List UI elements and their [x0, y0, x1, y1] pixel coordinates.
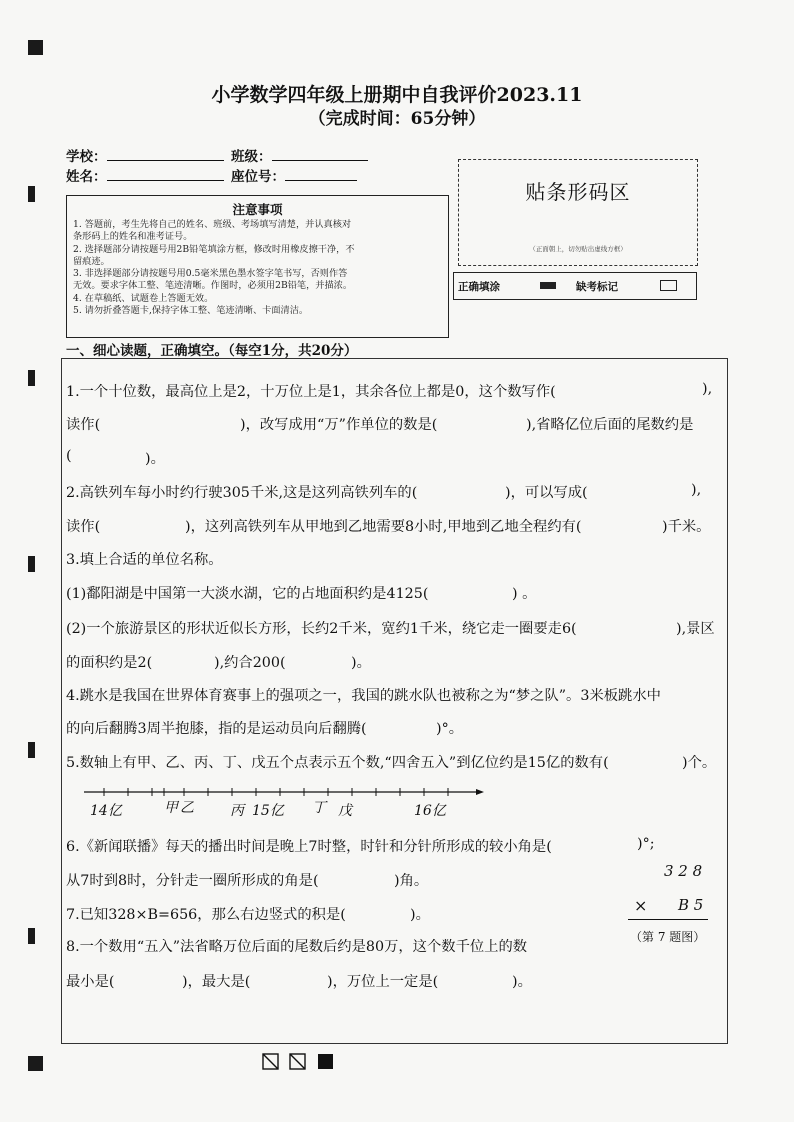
q6-line1-text: 6.《新闻联播》每天的播出时间是晚上7时整，时针和分针所形成的较小角是( — [66, 839, 552, 855]
q3-heading: 3.填上合适的单位名称。 — [66, 552, 223, 568]
q1-line3-close: )。 — [145, 451, 165, 467]
class-blank[interactable] — [272, 148, 368, 161]
q2-line1-text: 2.高铁列车每小时约行驶305千米,这是这列高铁列车的( — [66, 485, 418, 501]
timing-mark — [28, 928, 35, 944]
q3-2-line2-text: 的面积约是2( — [66, 655, 153, 671]
registration-mark — [28, 1056, 43, 1071]
filled-box-icon — [318, 1054, 333, 1069]
label-15yi: 15亿 — [252, 803, 284, 819]
label-14yi: 14亿 — [90, 803, 122, 819]
q3-2-line2-mid: ),约合200( — [214, 655, 286, 671]
name-blank[interactable] — [107, 168, 224, 181]
q5-text: 5.数轴上有甲、乙、丙、丁、戊五个点表示五个数,“四舍五入”到亿位约是15亿的数有( — [66, 755, 609, 771]
name-field — [66, 165, 224, 185]
notice-line: 留痕迹。 — [73, 255, 110, 267]
label-yi: 乙 — [180, 800, 194, 816]
notice-line: 条形码上的姓名和准考证号。 — [73, 231, 193, 243]
q2-line1-close: ), — [691, 482, 702, 498]
school-blank[interactable] — [107, 148, 224, 161]
slash-box-icon — [263, 1054, 278, 1069]
q2-line2-end: )千米。 — [662, 519, 711, 535]
q8-line1: 8.一个数用“五入”法省略万位后面的尾数后约是80万，这个数千位上的数 — [66, 939, 528, 955]
notice-line: 4. 在草稿纸、试题卷上答题无效。 — [73, 292, 214, 304]
label-wu: 戊 — [338, 803, 352, 819]
q3-2-line2-end: )。 — [351, 655, 371, 671]
seat-blank[interactable] — [285, 168, 357, 181]
q1-line1-close: ), — [702, 381, 713, 397]
timing-mark — [28, 742, 35, 758]
q3-1-close: ) 。 — [512, 586, 537, 602]
q1-line1-text: 1.一个十位数，最高位上是2，十万位上是1，其余各位上都是0，这个数写作( — [66, 384, 556, 400]
vertical-calc-rule — [628, 919, 708, 920]
fill-legend — [453, 272, 697, 300]
notice-body — [67, 218, 448, 317]
notice-box — [66, 195, 449, 338]
q7-text: 7.已知328×B=656，那么右边竖式的积是( — [66, 907, 346, 923]
q6-line1-end: )°; — [637, 836, 655, 852]
label-16yi: 16亿 — [414, 803, 446, 819]
q4-line1: 4.跳水是我国在世界体育赛事上的强项之一，我国的跳水队也被称之为“梦之队”。3米板跳水中 — [66, 688, 661, 704]
q8-line2-text: 最小是( — [66, 974, 115, 990]
q7-end: )。 — [410, 907, 430, 923]
q1-line2-text: 读作( — [66, 417, 101, 433]
q3-1-text: (1)鄱阳湖是中国第一大淡水湖，它的占地面积约是4125( — [66, 586, 429, 602]
barcode-area — [458, 159, 698, 266]
q3-2-line1-text: (2)一个旅游景区的形状近似长方形，长约2千米，宽约1千米，绕它走一圈要走6( — [66, 621, 577, 637]
registration-mark — [28, 40, 43, 55]
label-ding: 丁 — [312, 800, 326, 816]
class-field — [231, 145, 368, 165]
label-bing: 丙 — [230, 803, 244, 819]
slash-box-icon — [290, 1054, 305, 1069]
correct-fill-label: 正确填涂 — [458, 281, 500, 293]
name-label: 姓名： — [66, 169, 107, 185]
q1-line2-end: ),省略亿位后面的尾数约是 — [526, 417, 694, 433]
notice-title: 注意事项 — [232, 202, 283, 217]
notice-line: 1. 答题前，考生先将自己的姓名、班级、考场填写清楚，并认真核对 — [73, 219, 352, 230]
q2-line2-mid: )，这列高铁列车从甲地到乙地需要8小时,甲地到乙地全程约有( — [185, 519, 582, 535]
correct-fill-sample — [540, 282, 556, 289]
notice-line: 3. 非选择题部分请按题号用0.5毫米黑色墨水签字笔书写，否则作答 — [73, 268, 348, 280]
school-label: 学校： — [66, 149, 107, 165]
q2-line1-mid: )，可以写成( — [505, 485, 588, 501]
notice-line: 2. 选择题部分请按题号用2B铅笔填涂方框，修改时用橡皮擦干净，不 — [73, 243, 355, 255]
q2-line2-text: 读作( — [66, 519, 101, 535]
timing-mark — [28, 370, 35, 386]
page-subtitle: （完成时间：65分钟） — [308, 109, 486, 129]
q6-line2-text: 从7时到8时，分针走一圈所形成的角是( — [66, 873, 319, 889]
timing-mark — [28, 186, 35, 202]
vertical-calc-operator: × — [634, 896, 648, 915]
timing-mark — [28, 556, 35, 572]
section-heading: 一、细心读题，正确填空。（每空1分，共20分） — [66, 343, 358, 359]
absent-mark-box[interactable] — [660, 280, 677, 291]
vertical-calc-bottom: B 5 — [678, 896, 704, 914]
vertical-calc-top: 3 2 8 — [664, 862, 703, 880]
q1-line3-open: ( — [66, 448, 72, 464]
seat-label: 座位号： — [231, 169, 285, 185]
number-line — [84, 788, 484, 828]
school-field — [66, 145, 224, 165]
q8-line2-mid2: )，万位上一定是( — [327, 974, 439, 990]
q8-line2-end: )。 — [512, 974, 532, 990]
notice-line: 5. 请勿折叠答题卡,保持字体工整、笔迹清晰、卡面清洁。 — [73, 305, 309, 317]
class-label: 班级： — [231, 149, 272, 165]
q6-line2-end: )角。 — [394, 873, 429, 889]
q4-line2-end: )°。 — [436, 721, 464, 737]
q8-line2-mid1: )，最大是( — [182, 974, 251, 990]
q5-end: )个。 — [682, 755, 717, 771]
seat-field — [231, 165, 357, 185]
q3-2-line1-end: ),景区 — [676, 621, 715, 637]
barcode-title: 贴条形码区 — [525, 180, 631, 204]
q1-line2-mid: )，改写成用“万”作单位的数是( — [240, 417, 438, 433]
page-code-marks — [262, 1052, 338, 1072]
label-jia: 甲 — [164, 800, 178, 816]
barcode-note: （正面朝上，切勿贴出虚线方框） — [529, 245, 627, 253]
number-line-arrow — [476, 789, 484, 795]
page-title: 小学数学四年级上册期中自我评价2023.11 — [211, 84, 583, 106]
vertical-calc-caption: （第 7 题图） — [630, 930, 706, 944]
absent-mark-label: 缺考标记 — [576, 281, 618, 293]
notice-line: 无效。要求字体工整、笔迹清晰。作图时，必须用2B铅笔，并描浓。 — [73, 280, 353, 292]
q4-line2-text: 的向后翻腾3周半抱膝，指的是运动员向后翻腾( — [66, 721, 367, 737]
